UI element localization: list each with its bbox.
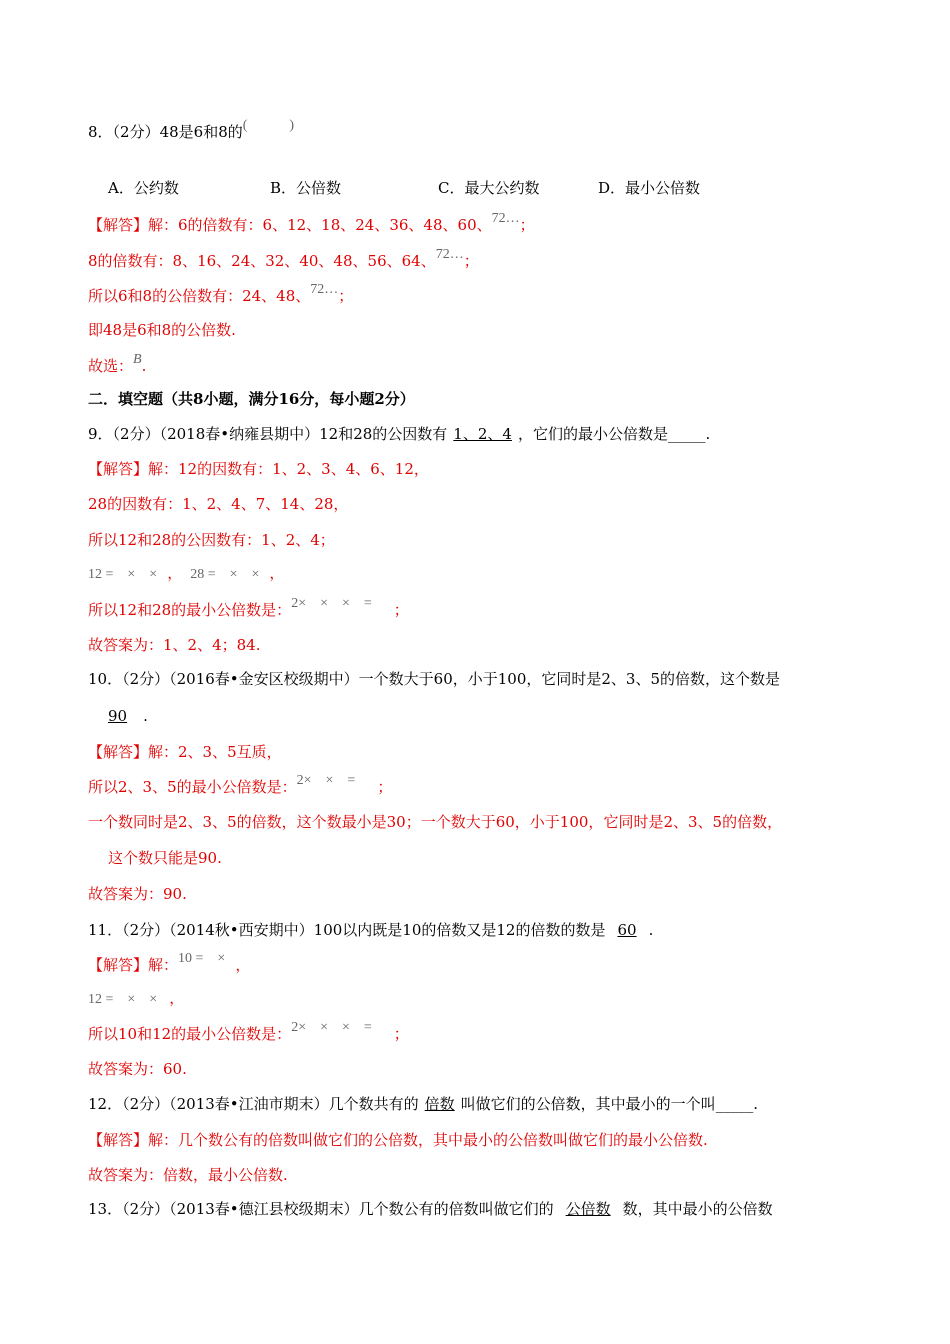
q9-blank-1: 1、2、4 xyxy=(453,425,512,443)
q11-stem: 11．（2分）（2014秋•西安期中）100以内既是10的倍数又是12的倍数的数是 60 . xyxy=(88,921,654,939)
q9-blank-2: _____ xyxy=(667,425,706,443)
q8-option-a: A．公约数 xyxy=(108,179,179,197)
q12-blank-2: _____ xyxy=(715,1095,754,1113)
q10-blank: 90 xyxy=(108,707,128,725)
q8-option-d: D．最小公倍数 xyxy=(598,179,701,197)
q10-answer-line2: 所以2、3、5的最小公倍数是：2× × = ； xyxy=(88,773,393,796)
q11-answer-line3: 所以10和12的最小公倍数是：2× × × = ； xyxy=(88,1020,409,1043)
q12-stem: 12．（2分）（2013春•江油市期末）几个数共有的 倍数 叫做它们的公倍数，其中最小的一个叫_____. xyxy=(88,1095,758,1113)
q8-answer-line1: 【解答】解：6的倍数有：6、12、18、24、36、48、60、72…； xyxy=(88,211,535,234)
q9-answer-line4: 12 = × × ， 28 = × × ， xyxy=(88,564,285,582)
q9-answer-line6: 故答案为：1、2、4；84. xyxy=(88,636,261,654)
q8-option-b: B．公倍数 xyxy=(270,179,342,197)
q9-answer-line3: 所以12和28的公因数有：1、2、4； xyxy=(88,531,335,549)
q8-answer-line5: 故选：B. xyxy=(88,352,147,375)
q8-answer-line4: 即48是6和8的公倍数. xyxy=(88,321,236,339)
q10-answer-line4: 这个数只能是90. xyxy=(108,849,222,867)
q10-stem: 10．（2分）（2016春•金安区校级期中）一个数大于60，小于100，它同时是2、3、5的倍数，这个数是 xyxy=(88,670,781,688)
q10-answer-line5: 故答案为：90. xyxy=(88,885,187,903)
q9-answer-line2: 28的因数有：1、2、4、7、14、28， xyxy=(88,495,349,513)
q8-stem: 8．（2分）48是6和8的( ) xyxy=(88,118,295,141)
q8-answer-line3: 所以6和8的公倍数有：24、48、72…； xyxy=(88,282,354,305)
q8-answer-line2: 8的倍数有：8、16、24、32、40、48、56、64、72…； xyxy=(88,247,479,270)
q8-paren: ( ) xyxy=(242,118,295,133)
q11-blank: 60 xyxy=(617,921,637,939)
q10-answer-line3: 一个数同时是2、3、5的倍数，这个数最小是30；一个数大于60，小于100，它同时是2、3、5的倍数， xyxy=(88,813,783,831)
q11-answer-line4: 故答案为：60. xyxy=(88,1060,187,1078)
q12-answer-line2: 故答案为：倍数，最小公倍数. xyxy=(88,1166,288,1184)
q11-answer-line2: 12 = × × ， xyxy=(88,989,185,1007)
q10-answer-line1: 【解答】解：2、3、5互质， xyxy=(88,743,282,761)
q12-answer-line1: 【解答】解：几个数公有的倍数叫做它们的公倍数，其中最小的公倍数叫做它们的最小公倍数. xyxy=(88,1131,708,1149)
q8-option-c: C．最大公约数 xyxy=(438,179,540,197)
section-heading: 二．填空题（共8小题，满分16分，每小题2分） xyxy=(88,390,415,408)
q11-answer-line1: 【解答】解：10 = × ， xyxy=(88,951,251,974)
q9-answer-line1: 【解答】解：12的因数有：1、2、3、4、6、12， xyxy=(88,460,429,478)
q9-answer-line5: 所以12和28的最小公倍数是：2× × × = ； xyxy=(88,596,409,619)
q13-blank: 公倍数 xyxy=(565,1200,611,1218)
q12-blank-1: 倍数 xyxy=(424,1095,455,1113)
q13-stem: 13．（2分）（2013春•德江县校级期末）几个数公有的倍数叫做它们的 公倍数 数，其中最小的公倍数 xyxy=(88,1200,773,1218)
q10-stem-cont: 90 . xyxy=(108,707,148,725)
q9-stem: 9．（2分）（2018春•纳雍县期中）12和28的公因数有 1、2、4 ，它们的最小公倍数是_____. xyxy=(88,425,711,443)
